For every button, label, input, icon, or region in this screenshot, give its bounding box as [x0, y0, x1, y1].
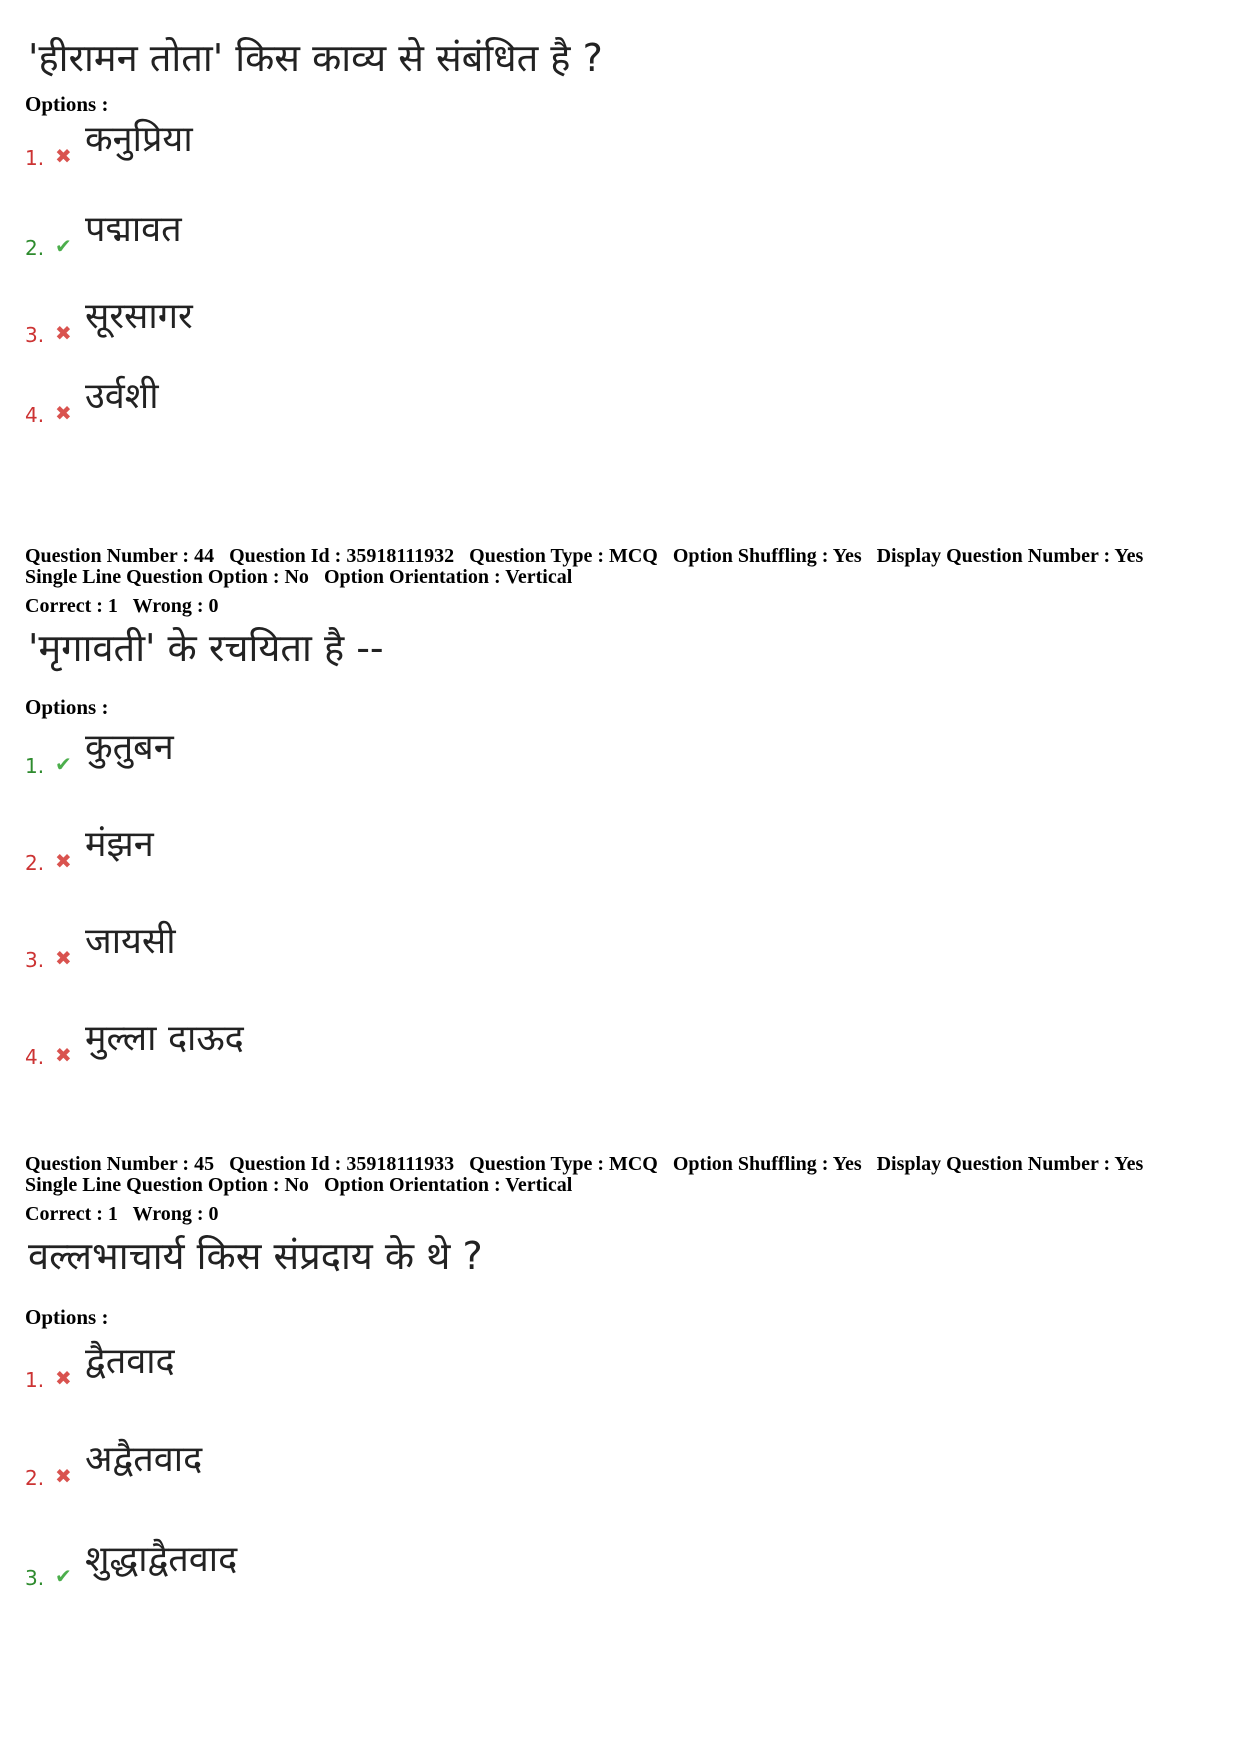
option-orientation: Option Orientation : Vertical	[323, 566, 573, 588]
option-number: 2.	[25, 851, 45, 875]
wrong-marks: Wrong : 0	[132, 1203, 219, 1225]
single-line-option: Single Line Question Option : No	[25, 1174, 309, 1196]
option-number: 1.	[25, 1368, 45, 1392]
question-id: Question Id : 35918111932	[229, 545, 455, 567]
cross-icon: ✖	[55, 144, 72, 168]
check-icon: ✔	[55, 752, 72, 776]
question-text: 'हीरामन तोता' किस काव्य से संबंधित है ?	[28, 36, 603, 80]
options-label: Options :	[25, 1305, 109, 1329]
option-orientation: Option Orientation : Vertical	[323, 1174, 573, 1196]
option-text: कनुप्रिया	[85, 119, 193, 160]
correct-marks: Correct : 1	[25, 595, 118, 617]
option-text: सूरसागर	[85, 296, 193, 337]
option-number: 1.	[25, 754, 45, 778]
check-icon: ✔	[55, 1564, 72, 1588]
correct-marks: Correct : 1	[25, 1203, 118, 1225]
option-text: द्वैतवाद	[85, 1341, 175, 1382]
option-shuffling: Option Shuffling : Yes	[672, 1153, 862, 1175]
single-line-option: Single Line Question Option : No	[25, 566, 309, 588]
cross-icon: ✖	[55, 401, 72, 425]
cross-icon: ✖	[55, 849, 72, 873]
cross-icon: ✖	[55, 321, 72, 345]
options-label: Options :	[25, 92, 109, 116]
question-type: Question Type : MCQ	[469, 545, 658, 567]
question-id: Question Id : 35918111933	[229, 1153, 455, 1175]
option-number: 3.	[25, 948, 45, 972]
cross-icon: ✖	[55, 1043, 72, 1067]
question-type: Question Type : MCQ	[469, 1153, 658, 1175]
question-text: 'मृगावती' के रचयिता है --	[28, 626, 384, 670]
option-number: 3.	[25, 1566, 45, 1590]
option-number: 4.	[25, 403, 45, 427]
option-text: मुल्ला दाऊद	[85, 1018, 244, 1059]
cross-icon: ✖	[55, 1366, 72, 1390]
option-text: अद्वैतवाद	[85, 1439, 203, 1480]
question-number: Question Number : 44	[25, 545, 215, 567]
cross-icon: ✖	[55, 1464, 72, 1488]
option-number: 3.	[25, 323, 45, 347]
option-text: उर्वशी	[85, 376, 159, 417]
option-number: 1.	[25, 146, 45, 170]
question-meta-line	[25, 567, 582, 588]
option-number: 4.	[25, 1045, 45, 1069]
option-text: जायसी	[85, 921, 176, 962]
wrong-marks: Wrong : 0	[132, 595, 219, 617]
option-shuffling: Option Shuffling : Yes	[672, 545, 862, 567]
question-meta-line	[25, 1154, 1153, 1175]
marks-line	[25, 1204, 229, 1225]
check-icon: ✔	[55, 234, 72, 258]
display-question-number: Display Question Number : Yes	[876, 1153, 1144, 1175]
display-question-number: Display Question Number : Yes	[876, 545, 1144, 567]
option-text: मंझन	[85, 824, 154, 865]
option-number: 2.	[25, 1466, 45, 1490]
question-text: वल्लभाचार्य किस संप्रदाय के थे ?	[28, 1234, 483, 1278]
question-meta-line	[25, 546, 1153, 567]
cross-icon: ✖	[55, 946, 72, 970]
marks-line	[25, 596, 229, 617]
options-label: Options :	[25, 695, 109, 719]
option-number: 2.	[25, 236, 45, 260]
option-text: कुतुबन	[85, 727, 174, 768]
option-text: पद्मावत	[85, 209, 182, 250]
question-number: Question Number : 45	[25, 1153, 215, 1175]
question-meta-line	[25, 1175, 582, 1196]
option-text: शुद्धाद्वैतवाद	[85, 1539, 238, 1580]
